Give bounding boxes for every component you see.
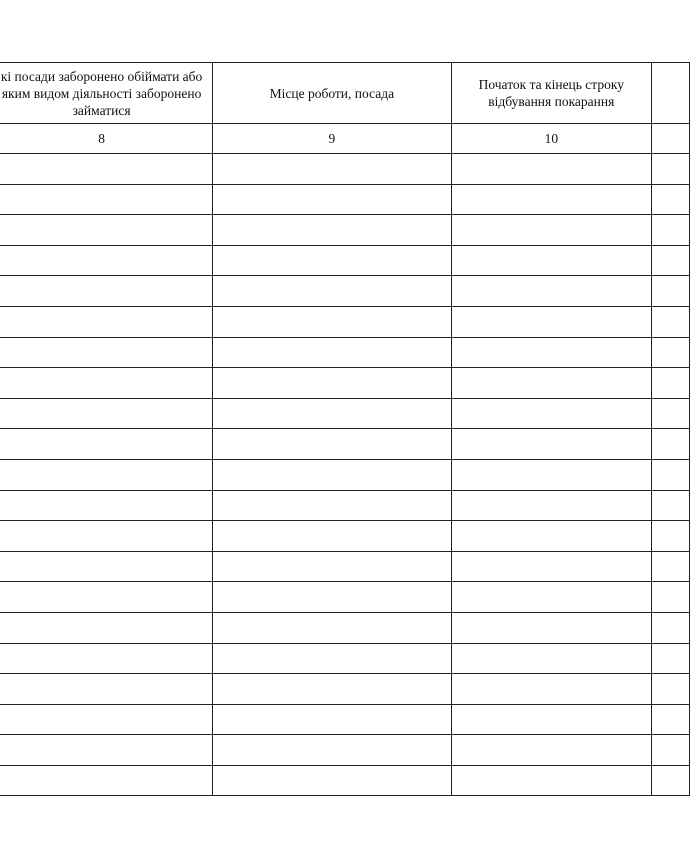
table-cell — [213, 735, 451, 766]
table-row — [0, 245, 690, 276]
table-cell — [451, 521, 652, 552]
column-number-cell: 8 — [0, 124, 213, 154]
column-number-cell — [652, 124, 690, 154]
table-cell — [451, 215, 652, 246]
header-text: Місце роботи, посада — [269, 85, 395, 101]
table-cell — [652, 612, 690, 643]
table-cell — [0, 398, 213, 429]
table-row — [0, 459, 690, 490]
table-cell — [213, 368, 451, 399]
table-row — [0, 735, 690, 766]
table-cell — [213, 337, 451, 368]
table-cell — [213, 490, 451, 521]
table-cell — [0, 643, 213, 674]
table-cell — [213, 674, 451, 705]
table-cell — [652, 398, 690, 429]
table-cell — [0, 306, 213, 337]
column-number-cell: 10 — [451, 124, 652, 154]
table-row — [0, 490, 690, 521]
table-cell — [0, 735, 213, 766]
header-text: Початок та кінець строку відбування покарання — [478, 77, 624, 109]
table-cell — [0, 429, 213, 460]
table-row — [0, 521, 690, 552]
table-cell — [451, 612, 652, 643]
table-cell — [0, 612, 213, 643]
table-cell — [213, 521, 451, 552]
table-cell — [451, 429, 652, 460]
table-row — [0, 154, 690, 185]
table-cell — [213, 245, 451, 276]
table-row — [0, 337, 690, 368]
table-cell — [0, 215, 213, 246]
table-cell — [652, 368, 690, 399]
table-cell — [451, 582, 652, 613]
table-cell — [451, 643, 652, 674]
table-cell — [0, 521, 213, 552]
table-cell — [652, 582, 690, 613]
table-cell — [451, 490, 652, 521]
table-cell — [0, 674, 213, 705]
table-cell — [0, 337, 213, 368]
table-cell — [652, 551, 690, 582]
table-row — [0, 184, 690, 215]
table-cell — [451, 276, 652, 307]
table-cell — [652, 459, 690, 490]
header-row — [0, 63, 690, 124]
table-cell — [451, 184, 652, 215]
table-cell — [451, 704, 652, 735]
column-number-cell: 9 — [213, 124, 451, 154]
table-cell — [451, 551, 652, 582]
sentence-register-table — [0, 62, 690, 796]
header-cell-prohibited-positions — [0, 63, 213, 124]
table-cell — [213, 276, 451, 307]
table-cell — [451, 245, 652, 276]
table-row — [0, 398, 690, 429]
table-row — [0, 674, 690, 705]
table-cell — [652, 154, 690, 185]
table-cell — [0, 245, 213, 276]
table-row — [0, 368, 690, 399]
table-cell — [652, 215, 690, 246]
header-cell-cut-off — [652, 63, 690, 124]
table-cell — [451, 735, 652, 766]
table-cell — [213, 704, 451, 735]
table-cell — [0, 490, 213, 521]
column-number-row — [0, 124, 690, 154]
table-cell — [652, 490, 690, 521]
table-cell — [213, 429, 451, 460]
table-cell — [652, 643, 690, 674]
table-cell — [213, 643, 451, 674]
table-cell — [0, 184, 213, 215]
table-cell — [0, 154, 213, 185]
table-row — [0, 643, 690, 674]
table-row — [0, 429, 690, 460]
table-cell — [213, 184, 451, 215]
table-cell — [213, 612, 451, 643]
table-cell — [652, 704, 690, 735]
table-cell — [652, 184, 690, 215]
table-cell — [451, 368, 652, 399]
header-cell-sentence-term — [451, 63, 652, 124]
table-row — [0, 215, 690, 246]
table-cell — [213, 765, 451, 796]
header-cell-workplace — [213, 63, 451, 124]
table-cell — [0, 459, 213, 490]
table-cell — [451, 337, 652, 368]
table-row — [0, 306, 690, 337]
table-cell — [0, 704, 213, 735]
table-row — [0, 551, 690, 582]
table-row — [0, 276, 690, 307]
header-text: кі посади заборонено обіймати або яким видом діяльності заборонено займатися — [0, 68, 203, 118]
table-cell — [0, 368, 213, 399]
table-row — [0, 612, 690, 643]
table-row — [0, 704, 690, 735]
table-cell — [213, 306, 451, 337]
table-cell — [652, 765, 690, 796]
table-cell — [451, 154, 652, 185]
table-cell — [213, 154, 451, 185]
table-cell — [0, 551, 213, 582]
table-row — [0, 765, 690, 796]
table-cell — [213, 551, 451, 582]
table-cell — [213, 398, 451, 429]
table-cell — [213, 459, 451, 490]
table-cell — [0, 276, 213, 307]
table-cell — [652, 306, 690, 337]
table-cell — [213, 215, 451, 246]
table-cell — [451, 459, 652, 490]
table-cell — [652, 276, 690, 307]
table-cell — [451, 765, 652, 796]
table-cell — [451, 306, 652, 337]
table-cell — [652, 429, 690, 460]
table-row — [0, 582, 690, 613]
table-cell — [652, 735, 690, 766]
table-cell — [0, 582, 213, 613]
table-cell — [652, 674, 690, 705]
table-cell — [652, 245, 690, 276]
table-cell — [0, 765, 213, 796]
table-cell — [213, 582, 451, 613]
table-cell — [451, 398, 652, 429]
table-cell — [451, 674, 652, 705]
table-cell — [652, 337, 690, 368]
table-cell — [652, 521, 690, 552]
